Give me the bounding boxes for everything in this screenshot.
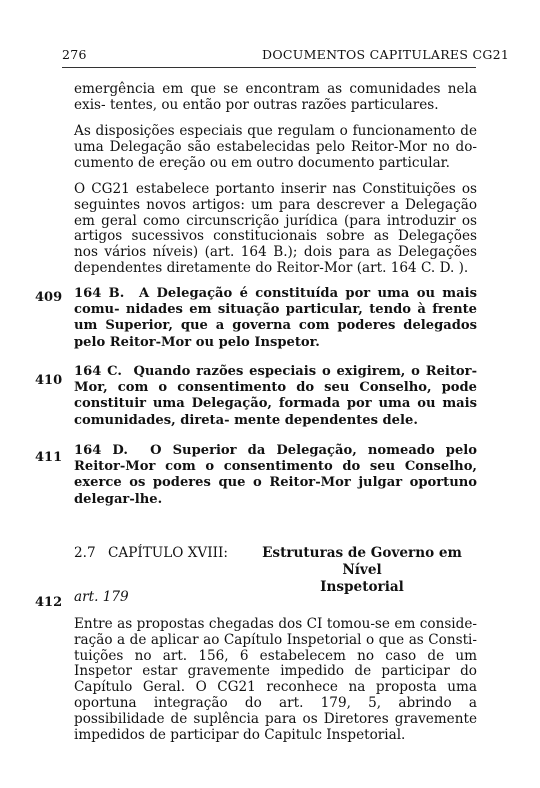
paragraph-emergencia: emergência em que se encontram as comunidades nela exis- tentes, ou então por outras razões particulares. [74, 81, 477, 113]
article-164d: 164 D. O Superior da Delegação, nomeado pelo Reitor-Mor com o consentimento do seu Conselho, exerce os poderes que o Reitor-Mor julgar oportuno delegar-lhe. [74, 443, 477, 507]
article-164c: 164 C. Quando razões especiais o exigirem, o Reitor-Mor, com o consentimento do seu Conselho, pode constituir uma Delegação, formada por uma ou mais comunidades, direta- mente dependentes dele. [74, 364, 478, 428]
article-number: 164 D. [74, 443, 128, 458]
margin-number-412: 412 [35, 595, 63, 610]
page-number: 276 [62, 47, 87, 62]
paragraph-cg21-novos-artigos: O CG21 estabelece portanto inserir nas Constituições os seguintes novos artigos: um para descrever a Delegação em geral como circunscrição jurídica (para introduzir os artigos sucessivos constitucionais sobre as Delegações nos vários níveis) (art. 164 B.); dois para as Delegações dependentes diretamente do Reitor-Mor (art. 164 C. D. ). [74, 181, 477, 276]
paragraph-disposicoes: As disposições especiais que regulam o funcionamento de uma Delegação são estabelecidas pelo Reitor-Mor no do- cumento de ereção ou em outro documento particular. [74, 123, 477, 171]
margin-number-410: 410 [35, 373, 63, 388]
article-reference: art. 179 [74, 589, 129, 605]
paragraph-propostas-ci: Entre as propostas chegadas dos CI tomou-se em conside- ração a de aplicar ao Capítulo Inspetorial o que as Consti- tuições no art. 156, 6 estabelecem no caso de um Inspetor estar gravemente impedido de participar do Capítulo Geral. O CG21 reconhece na proposta uma oportuna integração do art. 179, 5, abrindo a possibilidade de suplência para os Diretores gravemente impedidos de participar do Capitulc Inspetorial. [74, 616, 477, 743]
section-number: 2.7 [74, 545, 96, 561]
chapter-label: CAPÍTULO XVIII: [108, 545, 228, 561]
chapter-title: Estruturas de Governo em Nível Inspetorial [262, 545, 462, 595]
header-rule [62, 67, 476, 68]
margin-number-409: 409 [35, 290, 63, 305]
running-head: DOCUMENTOS CAPITULARES CG21 [262, 47, 510, 62]
article-number: 164 C. [74, 364, 122, 379]
article-number: 164 B. [74, 286, 125, 301]
margin-number-411: 411 [35, 450, 63, 465]
article-164b: 164 B. A Delegação é constituída por uma ou mais comu- nidades em situação particular, tendo à frente um Superior, que a governa com poderes delegados pelo Reitor-Mor ou pelo Inspetor. [74, 286, 477, 350]
